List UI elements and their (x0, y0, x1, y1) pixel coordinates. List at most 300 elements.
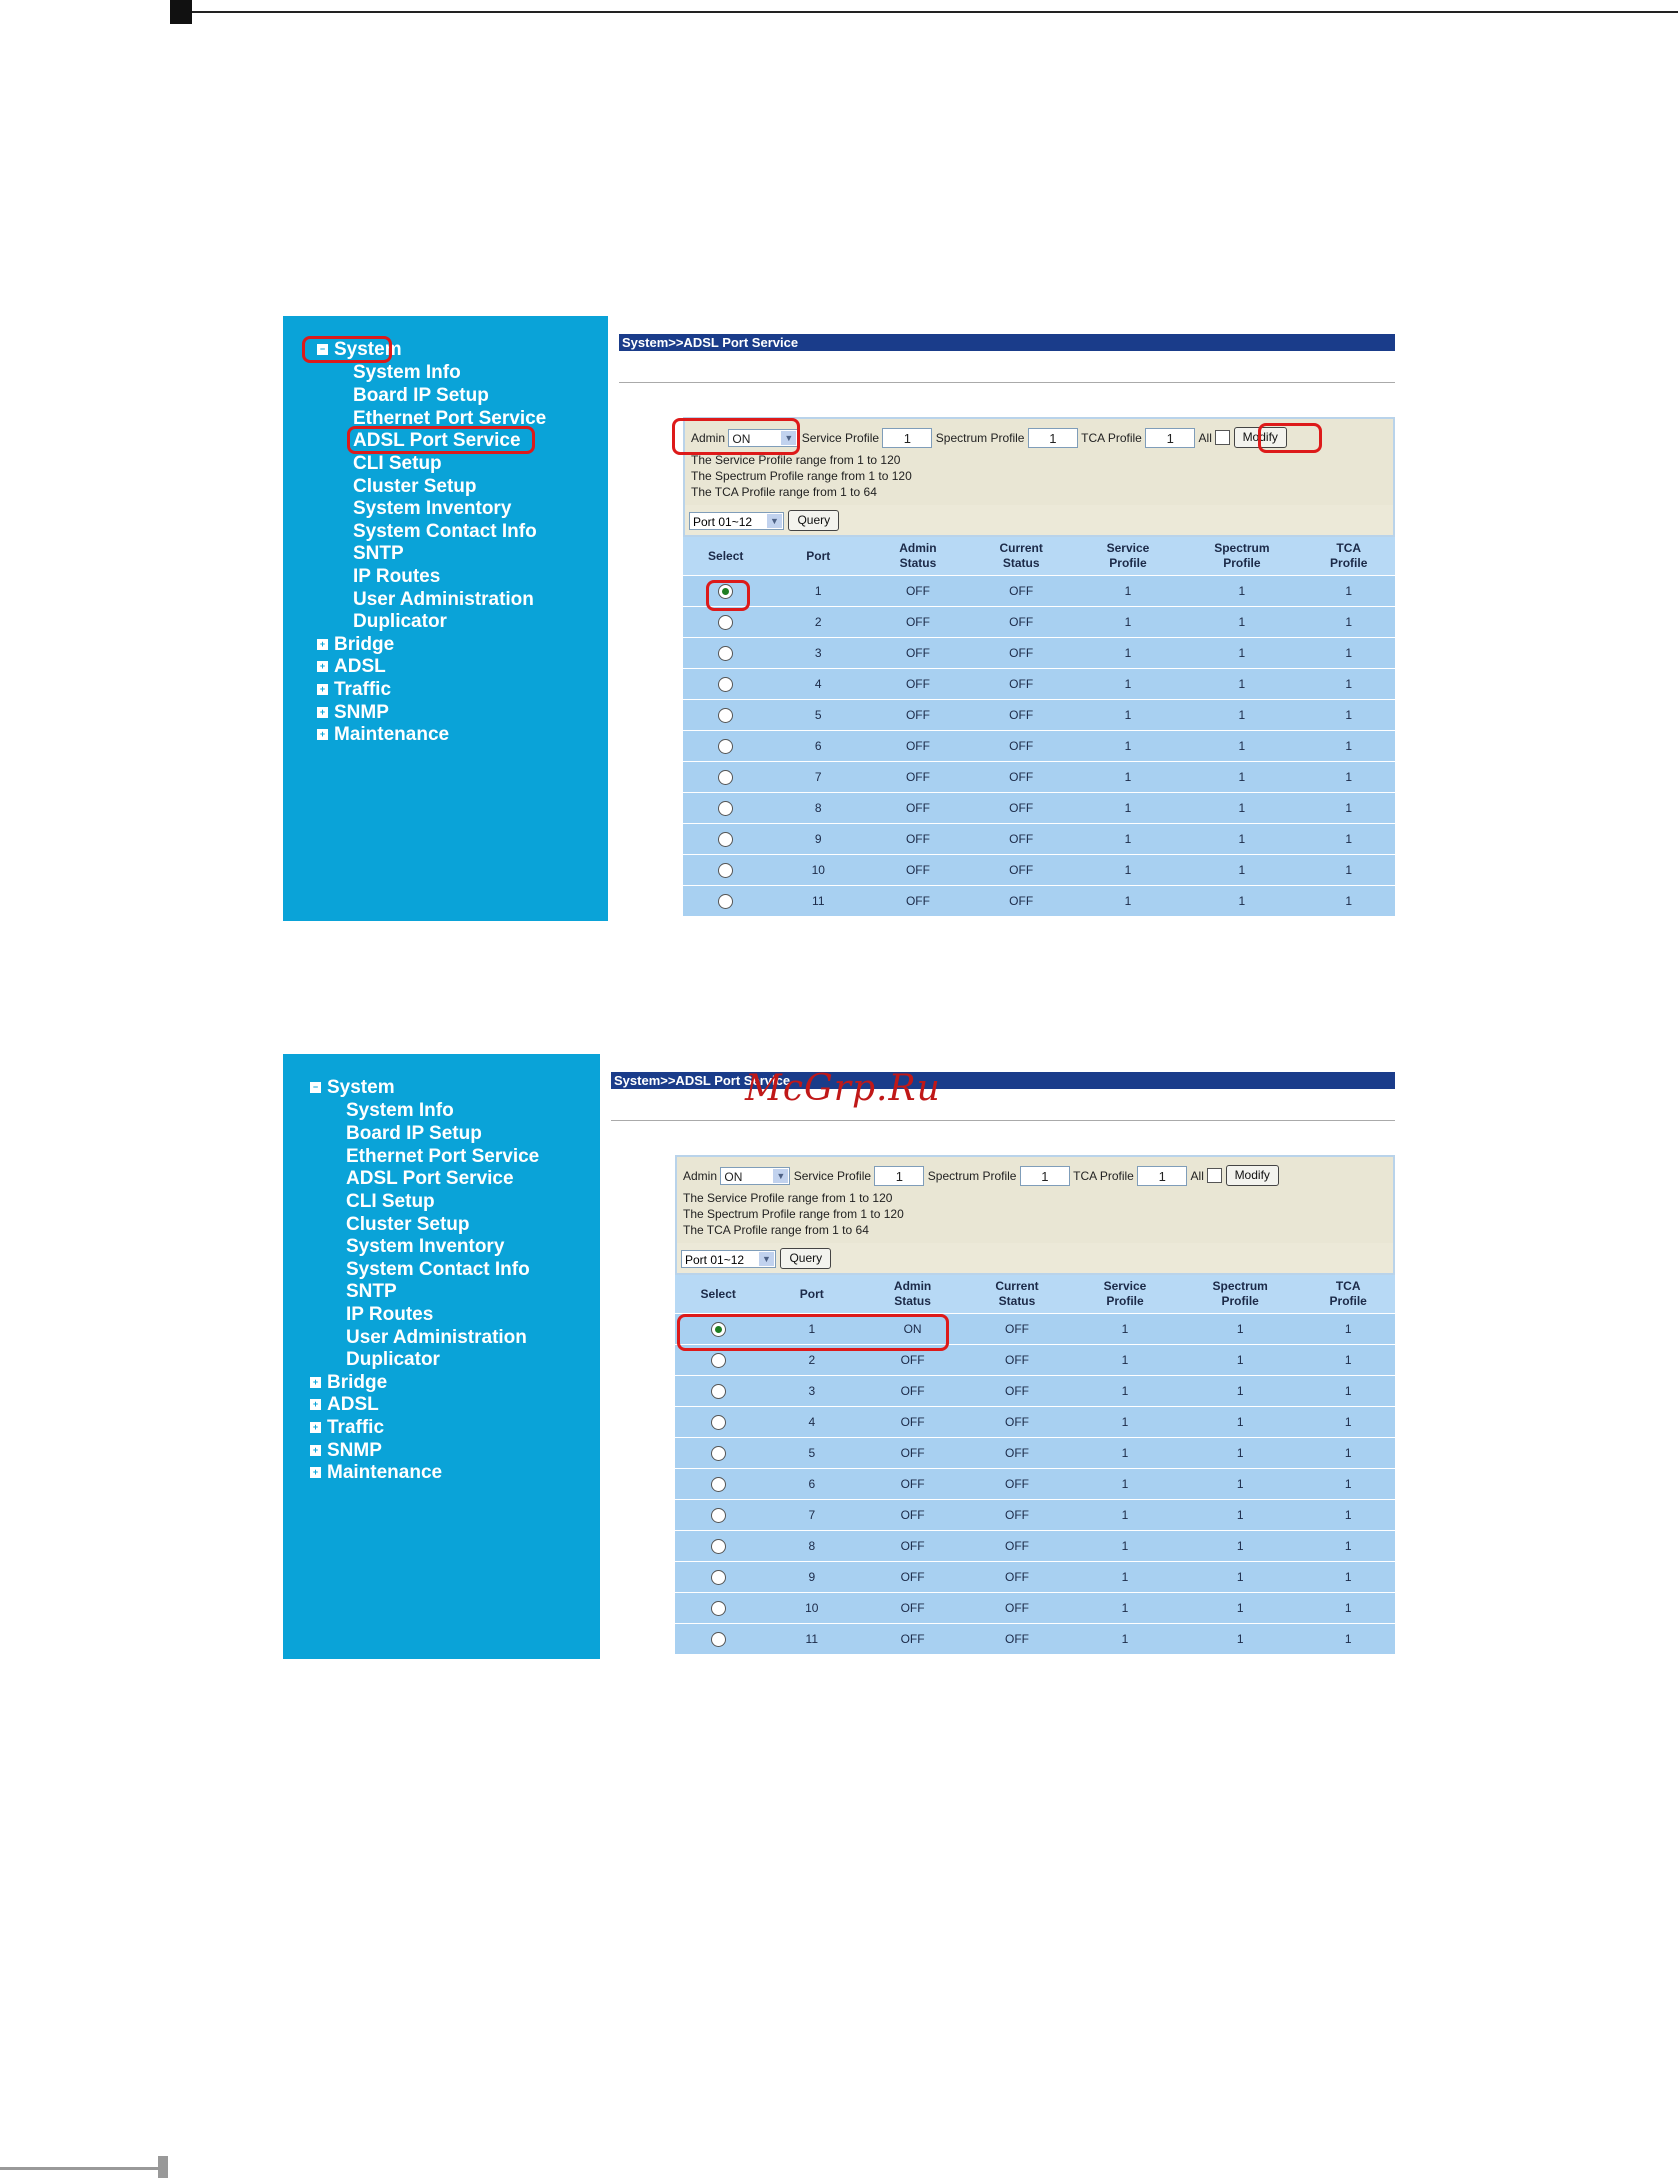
table-row (675, 1438, 1395, 1469)
current-status-cell: OFF (963, 1314, 1071, 1345)
select-cell (683, 731, 768, 762)
select-cell (683, 700, 768, 731)
port-cell: 11 (768, 886, 868, 917)
select-cell (675, 1593, 761, 1624)
breadcrumb: System>>ADSL Port Service (619, 334, 1395, 351)
service-profile-cell: 1 (1071, 1531, 1179, 1562)
footer-rule (0, 2167, 160, 2170)
sidebar-item-cli-setup[interactable]: CLI Setup (346, 1191, 435, 1212)
port-cell: 11 (761, 1624, 862, 1655)
spectrum-profile-cell: 1 (1179, 1469, 1301, 1500)
col-current-status-line1: Current (995, 1279, 1039, 1293)
tca-profile-cell: 1 (1302, 824, 1395, 855)
expand-icon[interactable]: + (317, 729, 328, 740)
current-status-cell: OFF (963, 1593, 1071, 1624)
service-profile-cell: 1 (1075, 638, 1182, 669)
col-tca-profile (1301, 1275, 1395, 1314)
all-label: All (1190, 1168, 1204, 1183)
port-radio[interactable] (711, 1353, 726, 1368)
port-range-value: Port 01~12 (685, 1252, 745, 1267)
port-cell: 9 (768, 824, 868, 855)
sidebar-item-system-info[interactable]: System Info (346, 1100, 454, 1121)
port-radio[interactable] (718, 708, 733, 723)
select-cell (675, 1624, 761, 1655)
sidebar-item-adsl-port-service[interactable]: ADSL Port Service (346, 1168, 514, 1189)
tree-snmp[interactable] (317, 702, 389, 724)
admin-status-cell: OFF (862, 1593, 963, 1624)
admin-status-cell: OFF (868, 669, 968, 700)
col-service-profile (1075, 537, 1182, 576)
select-cell (683, 855, 768, 886)
port-radio[interactable] (718, 770, 733, 785)
breadcrumb: System>>ADSL Port Service (611, 1072, 1395, 1089)
col-admin-status (868, 537, 968, 576)
table-row (683, 824, 1395, 855)
port-radio[interactable] (711, 1322, 726, 1337)
admin-status-cell: OFF (868, 855, 968, 886)
select-cell (683, 762, 768, 793)
expand-icon[interactable]: + (317, 684, 328, 695)
screenshot-after (283, 1054, 1395, 1659)
table-row (683, 669, 1395, 700)
expand-icon[interactable]: + (310, 1467, 321, 1478)
port-cell: 1 (761, 1314, 862, 1345)
col-admin-status-line2: Status (894, 1294, 931, 1308)
port-radio[interactable] (718, 646, 733, 661)
admin-status-cell: OFF (868, 638, 968, 669)
modify-button[interactable]: Modify (1234, 427, 1287, 448)
port-radio[interactable] (711, 1632, 726, 1647)
admin-select-value: ON (724, 1169, 743, 1184)
select-cell (675, 1562, 761, 1593)
admin-status-cell: ON (862, 1314, 963, 1345)
current-status-cell: OFF (963, 1562, 1071, 1593)
tree-adsl[interactable] (310, 1394, 379, 1416)
spectrum-profile-cell: 1 (1181, 576, 1302, 607)
port-radio[interactable] (711, 1446, 726, 1461)
spectrum-profile-cell: 1 (1179, 1562, 1301, 1593)
port-radio[interactable] (711, 1570, 726, 1585)
table-row (675, 1531, 1395, 1562)
admin-status-cell: OFF (862, 1345, 963, 1376)
col-current-status (968, 537, 1075, 576)
sidebar-item-cli-setup[interactable]: CLI Setup (353, 453, 442, 474)
tree-bridge[interactable] (310, 1372, 387, 1394)
spectrum-profile-cell: 1 (1181, 700, 1302, 731)
tree-traffic-label: Traffic (334, 679, 392, 700)
service-profile-cell: 1 (1071, 1345, 1179, 1376)
expand-icon[interactable]: + (317, 639, 328, 650)
spectrum-profile-cell: 1 (1179, 1314, 1301, 1345)
port-radio[interactable] (718, 863, 733, 878)
col-tca-profile-line2: Profile (1330, 556, 1368, 570)
spectrum-profile-label: Spectrum Profile (927, 1168, 1017, 1183)
divider (619, 382, 1395, 383)
spectrum-profile-label: Spectrum Profile (935, 430, 1025, 445)
service-profile-cell: 1 (1075, 793, 1182, 824)
tca-profile-cell: 1 (1301, 1469, 1395, 1500)
current-status-cell: OFF (968, 824, 1075, 855)
spectrum-profile-input[interactable]: 1 (1028, 428, 1078, 448)
col-service-profile-line2: Profile (1106, 1294, 1144, 1308)
sidebar-item-ip-routes[interactable]: IP Routes (353, 566, 441, 587)
tca-profile-cell: 1 (1301, 1562, 1395, 1593)
tree-system[interactable] (310, 1077, 395, 1099)
sidebar-item-user-administration[interactable]: User Administration (353, 589, 534, 610)
admin-status-cell: OFF (862, 1624, 963, 1655)
tree-traffic[interactable] (310, 1417, 384, 1439)
query-bar (675, 1243, 1395, 1275)
service-profile-cell: 1 (1071, 1314, 1179, 1345)
service-profile-cell: 1 (1075, 855, 1182, 886)
expand-icon[interactable]: + (317, 707, 328, 718)
table-row (675, 1376, 1395, 1407)
select-cell (683, 607, 768, 638)
port-radio[interactable] (711, 1539, 726, 1554)
port-table (683, 537, 1395, 917)
select-cell (675, 1500, 761, 1531)
tca-profile-label: TCA Profile (1081, 430, 1142, 445)
admin-select[interactable] (728, 429, 798, 447)
select-cell (675, 1376, 761, 1407)
table-row (683, 576, 1395, 607)
tree-maintenance[interactable] (317, 724, 449, 746)
port-cell: 4 (761, 1407, 862, 1438)
admin-status-cell: OFF (862, 1407, 963, 1438)
select-cell (675, 1469, 761, 1500)
tree-traffic[interactable] (317, 679, 391, 701)
modify-button[interactable]: Modify (1226, 1165, 1279, 1186)
admin-status-cell: OFF (868, 886, 968, 917)
col-admin-status-line2: Status (899, 556, 937, 570)
select-cell (675, 1407, 761, 1438)
port-cell: 5 (768, 700, 868, 731)
port-cell: 3 (768, 638, 868, 669)
service-profile-cell: 1 (1075, 576, 1182, 607)
tca-profile-cell: 1 (1301, 1531, 1395, 1562)
current-status-cell: OFF (963, 1345, 1071, 1376)
col-service-profile (1071, 1275, 1179, 1314)
col-tca-profile-line1: TCA (1335, 1279, 1361, 1293)
service-profile-label: Service Profile (801, 430, 880, 445)
table-row (675, 1562, 1395, 1593)
service-profile-cell: 1 (1075, 669, 1182, 700)
port-range-value: Port 01~12 (693, 514, 753, 529)
current-status-cell: OFF (968, 855, 1075, 886)
port-radio[interactable] (718, 615, 733, 630)
port-cell: 4 (768, 669, 868, 700)
sidebar-item-board-ip-setup[interactable]: Board IP Setup (346, 1123, 482, 1144)
col-service-profile-line1: Service (1103, 1279, 1147, 1293)
col-tca-profile-line2: Profile (1329, 1294, 1367, 1308)
admin-status-cell: OFF (868, 731, 968, 762)
sidebar-item-cluster-setup[interactable]: Cluster Setup (353, 476, 477, 497)
header-marker (170, 0, 192, 24)
admin-status-cell: OFF (868, 700, 968, 731)
current-status-cell: OFF (968, 700, 1075, 731)
sidebar-item-adsl-port-service[interactable]: ADSL Port Service (353, 430, 521, 451)
port-cell: 2 (761, 1345, 862, 1376)
sidebar-item-system-info[interactable]: System Info (353, 362, 461, 383)
admin-select-value: ON (732, 431, 751, 446)
expand-icon[interactable]: + (310, 1422, 321, 1433)
divider (611, 1120, 1395, 1121)
service-range-note: The Service Profile range from 1 to 120 (683, 1191, 893, 1205)
table-row (683, 793, 1395, 824)
table-row (675, 1500, 1395, 1531)
tca-profile-cell: 1 (1301, 1438, 1395, 1469)
col-current-status (963, 1275, 1071, 1314)
tree-maintenance-label: Maintenance (334, 724, 450, 745)
current-status-cell: OFF (963, 1438, 1071, 1469)
port-cell: 5 (761, 1438, 862, 1469)
port-cell: 1 (768, 576, 868, 607)
spectrum-profile-cell: 1 (1181, 607, 1302, 638)
sidebar-item-ethernet-port-service[interactable]: Ethernet Port Service (346, 1146, 540, 1167)
select-cell (675, 1314, 761, 1345)
spectrum-profile-cell: 1 (1181, 886, 1302, 917)
spectrum-profile-cell: 1 (1179, 1624, 1301, 1655)
current-status-cell: OFF (968, 793, 1075, 824)
all-checkbox[interactable] (1215, 430, 1230, 445)
col-spectrum-profile (1179, 1275, 1301, 1314)
table-row (675, 1593, 1395, 1624)
service-profile-cell: 1 (1071, 1469, 1179, 1500)
port-radio[interactable] (711, 1477, 726, 1492)
spectrum-profile-cell: 1 (1179, 1345, 1301, 1376)
tree-bridge[interactable] (317, 634, 394, 656)
sidebar-item-sntp[interactable]: SNTP (346, 1281, 397, 1302)
tca-profile-cell: 1 (1302, 607, 1395, 638)
service-profile-cell: 1 (1071, 1624, 1179, 1655)
tree-system-label: System (334, 339, 402, 360)
table-row (675, 1624, 1395, 1655)
port-radio[interactable] (711, 1601, 726, 1616)
port-radio[interactable] (711, 1508, 726, 1523)
table-row (675, 1345, 1395, 1376)
spectrum-profile-cell: 1 (1181, 638, 1302, 669)
sidebar-item-system-inventory[interactable]: System Inventory (346, 1236, 505, 1257)
current-status-cell: OFF (968, 762, 1075, 793)
port-cell: 2 (768, 607, 868, 638)
tca-profile-cell: 1 (1302, 576, 1395, 607)
port-radio[interactable] (718, 832, 733, 847)
col-current-status-line2: Status (998, 1294, 1036, 1308)
col-tca-profile (1302, 537, 1395, 576)
settings-panel (675, 1155, 1395, 1245)
sidebar-item-ip-routes[interactable]: IP Routes (346, 1304, 434, 1325)
tree-adsl-label: ADSL (334, 656, 386, 677)
current-status-cell: OFF (963, 1376, 1071, 1407)
select-cell (683, 824, 768, 855)
chevron-down-icon[interactable]: ▼ (781, 431, 796, 445)
tca-profile-cell: 1 (1301, 1345, 1395, 1376)
spectrum-profile-cell: 1 (1179, 1407, 1301, 1438)
tca-profile-cell: 1 (1301, 1593, 1395, 1624)
service-profile-cell: 1 (1071, 1562, 1179, 1593)
all-checkbox[interactable] (1207, 1168, 1222, 1183)
spectrum-profile-cell: 1 (1181, 855, 1302, 886)
tree-snmp[interactable] (310, 1440, 382, 1462)
port-radio[interactable] (718, 894, 733, 909)
service-profile-cell: 1 (1071, 1500, 1179, 1531)
tca-profile-input[interactable]: 1 (1137, 1166, 1187, 1186)
service-profile-cell: 1 (1075, 607, 1182, 638)
service-profile-input[interactable]: 1 (882, 428, 932, 448)
port-cell: 8 (768, 793, 868, 824)
current-status-cell: OFF (963, 1407, 1071, 1438)
current-status-cell: OFF (968, 886, 1075, 917)
service-profile-input[interactable]: 1 (874, 1166, 924, 1186)
tree-snmp-label: SNMP (327, 1440, 382, 1461)
port-radio[interactable] (718, 584, 733, 599)
sidebar-item-board-ip-setup[interactable]: Board IP Setup (353, 385, 489, 406)
admin-status-cell: OFF (868, 576, 968, 607)
collapse-icon[interactable]: − (317, 344, 328, 355)
col-tca-profile-line1: TCA (1336, 541, 1362, 555)
sidebar-item-duplicator[interactable]: Duplicator (353, 611, 447, 632)
port-radio[interactable] (718, 739, 733, 754)
admin-status-cell: OFF (868, 824, 968, 855)
expand-icon[interactable]: + (310, 1377, 321, 1388)
tca-profile-cell: 1 (1301, 1407, 1395, 1438)
col-spectrum-profile (1181, 537, 1302, 576)
service-profile-cell: 1 (1075, 824, 1182, 855)
current-status-cell: OFF (963, 1531, 1071, 1562)
tree-system[interactable] (317, 339, 402, 361)
current-status-cell: OFF (968, 638, 1075, 669)
tca-profile-cell: 1 (1301, 1376, 1395, 1407)
admin-status-cell: OFF (862, 1376, 963, 1407)
spectrum-profile-cell: 1 (1181, 669, 1302, 700)
sidebar-item-ethernet-port-service[interactable]: Ethernet Port Service (353, 408, 547, 429)
port-cell: 7 (761, 1500, 862, 1531)
admin-status-cell: OFF (862, 1500, 963, 1531)
service-range-note: The Service Profile range from 1 to 120 (691, 453, 901, 467)
tca-profile-input[interactable]: 1 (1145, 428, 1195, 448)
col-current-status-line1: Current (999, 541, 1043, 555)
current-status-cell: OFF (963, 1624, 1071, 1655)
tree-snmp-label: SNMP (334, 702, 389, 723)
spectrum-range-note: The Spectrum Profile range from 1 to 120 (691, 469, 912, 483)
col-service-profile-line1: Service (1106, 541, 1150, 555)
chevron-down-icon[interactable]: ▼ (759, 1252, 774, 1266)
sidebar-item-system-contact-info[interactable]: System Contact Info (353, 521, 537, 542)
col-admin-status-line1: Admin (893, 1279, 932, 1293)
service-profile-cell: 1 (1071, 1376, 1179, 1407)
current-status-cell: OFF (963, 1500, 1071, 1531)
port-radio[interactable] (711, 1415, 726, 1430)
tree-adsl[interactable] (317, 656, 386, 678)
table-row (683, 731, 1395, 762)
current-status-cell: OFF (963, 1469, 1071, 1500)
col-port: Port (768, 537, 868, 576)
port-cell: 6 (761, 1469, 862, 1500)
service-profile-cell: 1 (1075, 700, 1182, 731)
query-button[interactable]: Query (788, 510, 839, 531)
sidebar-nav (283, 316, 608, 921)
expand-icon[interactable]: + (310, 1445, 321, 1456)
spectrum-profile-input[interactable]: 1 (1020, 1166, 1070, 1186)
select-cell (683, 669, 768, 700)
table-row (683, 886, 1395, 917)
tree-maintenance[interactable] (310, 1462, 442, 1484)
tree-maintenance-label: Maintenance (327, 1462, 443, 1483)
expand-icon[interactable]: + (317, 661, 328, 672)
current-status-cell: OFF (968, 669, 1075, 700)
port-cell: 8 (761, 1531, 862, 1562)
service-profile-cell: 1 (1075, 731, 1182, 762)
spectrum-profile-cell: 1 (1179, 1438, 1301, 1469)
sidebar-item-duplicator[interactable]: Duplicator (346, 1349, 440, 1370)
select-cell (683, 638, 768, 669)
port-cell: 7 (768, 762, 868, 793)
service-profile-cell: 1 (1071, 1407, 1179, 1438)
table-row (675, 1407, 1395, 1438)
service-profile-cell: 1 (1075, 762, 1182, 793)
collapse-icon[interactable]: − (310, 1082, 321, 1093)
admin-status-cell: OFF (862, 1469, 963, 1500)
tca-profile-label: TCA Profile (1073, 1168, 1134, 1183)
table-header-row (683, 537, 1395, 576)
tca-range-note: The TCA Profile range from 1 to 64 (683, 1223, 869, 1237)
port-range-select[interactable] (681, 1250, 776, 1268)
select-cell (675, 1345, 761, 1376)
expand-icon[interactable]: + (310, 1399, 321, 1410)
col-spectrum-profile-line2: Profile (1223, 556, 1261, 570)
chevron-down-icon[interactable]: ▼ (767, 514, 782, 528)
all-label: All (1198, 430, 1212, 445)
content-area (611, 1054, 1395, 1659)
current-status-cell: OFF (968, 576, 1075, 607)
service-profile-cell: 1 (1075, 886, 1182, 917)
chevron-down-icon[interactable]: ▼ (773, 1169, 788, 1183)
tca-profile-cell: 1 (1301, 1624, 1395, 1655)
table-row (683, 607, 1395, 638)
admin-status-cell: OFF (862, 1438, 963, 1469)
screenshot-before (283, 316, 1395, 921)
col-service-profile-line2: Profile (1109, 556, 1147, 570)
admin-select[interactable] (720, 1167, 790, 1185)
tca-profile-cell: 1 (1302, 731, 1395, 762)
port-table (675, 1275, 1395, 1655)
port-radio[interactable] (718, 677, 733, 692)
admin-status-cell: OFF (862, 1531, 963, 1562)
footer-marker (158, 2156, 168, 2178)
col-port: Port (761, 1275, 862, 1314)
col-admin-status (862, 1275, 963, 1314)
sidebar-item-system-inventory[interactable]: System Inventory (353, 498, 512, 519)
tca-profile-cell: 1 (1302, 700, 1395, 731)
port-radio[interactable] (718, 801, 733, 816)
sidebar-item-sntp[interactable]: SNTP (353, 543, 404, 564)
current-status-cell: OFF (968, 607, 1075, 638)
service-profile-cell: 1 (1071, 1438, 1179, 1469)
query-bar (683, 505, 1395, 537)
service-profile-cell: 1 (1071, 1593, 1179, 1624)
sidebar-item-user-administration[interactable]: User Administration (346, 1327, 527, 1348)
port-range-select[interactable] (689, 512, 784, 530)
table-header-row (675, 1275, 1395, 1314)
query-button[interactable]: Query (780, 1248, 831, 1269)
sidebar-item-cluster-setup[interactable]: Cluster Setup (346, 1214, 470, 1235)
admin-label: Admin (683, 1168, 718, 1183)
sidebar-item-system-contact-info[interactable]: System Contact Info (346, 1259, 530, 1280)
spectrum-profile-cell: 1 (1181, 824, 1302, 855)
col-spectrum-profile-line1: Spectrum (1212, 1279, 1268, 1293)
port-radio[interactable] (711, 1384, 726, 1399)
port-cell: 3 (761, 1376, 862, 1407)
